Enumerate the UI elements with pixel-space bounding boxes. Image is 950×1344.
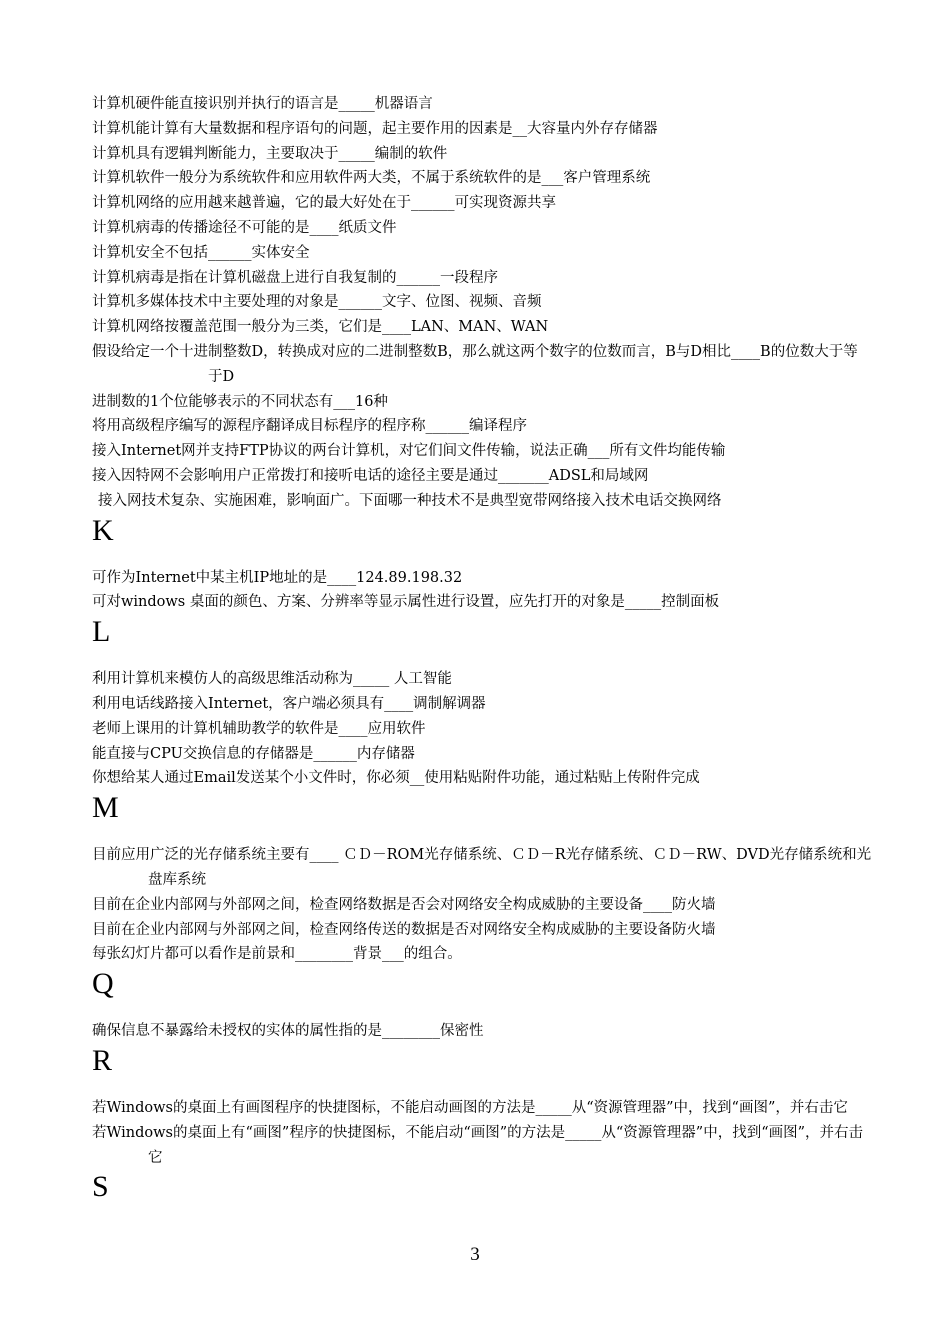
page-number: 3 [470,1244,480,1265]
section-letter-heading: R [92,1043,113,1077]
question-line: 进制数的1个位能够表示的不同状态有___16种 [92,393,388,410]
section-m [92,793,872,967]
section-letter-heading: Q [92,967,114,1001]
question-line: 计算机病毒的传播途径不可能的是____纸质文件 [92,219,397,236]
question-line: 老师上课用的计算机辅助教学的软件是____应用软件 [92,720,426,737]
section-q [92,969,872,1044]
question-line: 接入网技术复杂、实施困难，影响面广。下面哪一种技术不是典型宽带网络接入技术电话交换网络 [98,492,722,509]
section-letter-heading: K [92,513,114,547]
question-list [92,92,872,1222]
section-letter-heading: L [92,615,111,649]
question-line: 目前在企业内部网与外部网之间，检查网络传送的数据是否对网络安全构成威胁的主要设备防火墙 [92,921,716,938]
section-letter-heading: M [92,791,119,825]
question-line: 计算机网络的应用越来越普遍，它的最大好处在于______可实现资源共享 [92,195,556,212]
question-line: 计算机病毒是指在计算机磁盘上进行自我复制的______一段程序 [92,269,498,286]
question-line: 计算机硬件能直接识别并执行的语言是_____机器语言 [92,96,433,112]
question-line: 可作为Internet中某主机IP地址的是____124.89.198.32 [92,569,463,586]
question-line: 每张幻灯片都可以看作是前景和________背景___的组合。 [92,946,462,963]
question-line: 将用高级程序编写的源程序翻译成目标程序的程序称______编译程序 [92,418,527,435]
question-line: 确保信息不暴露给未授权的实体的属性指的是________保密性 [92,1023,484,1040]
question-line: 目前应用广泛的光存储系统主要有____ ＣＤ－ROM光存储系统、ＣＤ－R光存储系统、ＣＤ－RW、DVD光存储系统和光盘库系统 [92,847,872,888]
question-line: 计算机网络按覆盖范围一般分为三类，它们是____LAN、MAN、WAN [92,319,549,336]
section-letter-heading: S [92,1170,109,1204]
section-s [92,1172,872,1222]
section-l [92,617,872,791]
question-line: 假设给定一个十进制整数D，转换成对应的二进制整数B，那么就这两个数字的位数而言，B与D相比____B的位数大于等于D [92,343,858,385]
section-r [92,1043,872,1170]
section-j [92,92,872,514]
question-line: 计算机安全不包括______实体安全 [92,244,310,261]
question-line: 若Windows的桌面上有“画图”程序的快捷图标，不能启动“画图”的方法是_____从“资源管理器”中，找到“画图”，并右击它 [92,1124,864,1166]
question-line: 你想给某人通过Email发送某个小文件时，你必须__使用粘贴附件功能，通过粘贴上传附件完成 [92,770,700,787]
question-line: 若Windows的桌面上有画图程序的快捷图标，不能启动画图的方法是_____从“资源管理器”中，找到“画图”，并右击它 [92,1099,848,1116]
question-line: 利用电话线路接入Internet，客户端必须具有____调制解调器 [92,695,486,712]
question-line: 能直接与CPU交换信息的存储器是______内存储器 [92,745,415,762]
question-line: 接入Internet网并支持FTP协议的两台计算机，对它们间文件传输，说法正确___所有文件均能传输 [92,443,726,460]
question-line: 接入因特网不会影响用户正常拨打和接听电话的途径主要是通过_______ADSL和局域网 [92,467,649,484]
question-line: 可对windows 桌面的颜色、方案、分辨率等显示属性进行设置，应先打开的对象是_____控制面板 [92,594,720,611]
question-line: 计算机软件一般分为系统软件和应用软件两大类，不属于系统软件的是___客户管理系统 [92,170,651,187]
question-line: 计算机具有逻辑判断能力，主要取决于_____编制的软件 [92,145,448,162]
question-line: 目前在企业内部网与外部网之间，检查网络数据是否会对网络安全构成威胁的主要设备____防火墙 [92,896,716,913]
question-line: 利用计算机来模仿人的高级思维活动称为_____ 人工智能 [92,671,452,688]
section-k [92,513,872,616]
question-line: 计算机多媒体技术中主要处理的对象是______文字、位图、视频、音频 [92,294,542,311]
question-line: 计算机能计算有大量数据和程序语句的问题，起主要作用的因素是__大容量内外存存储器 [92,120,658,137]
